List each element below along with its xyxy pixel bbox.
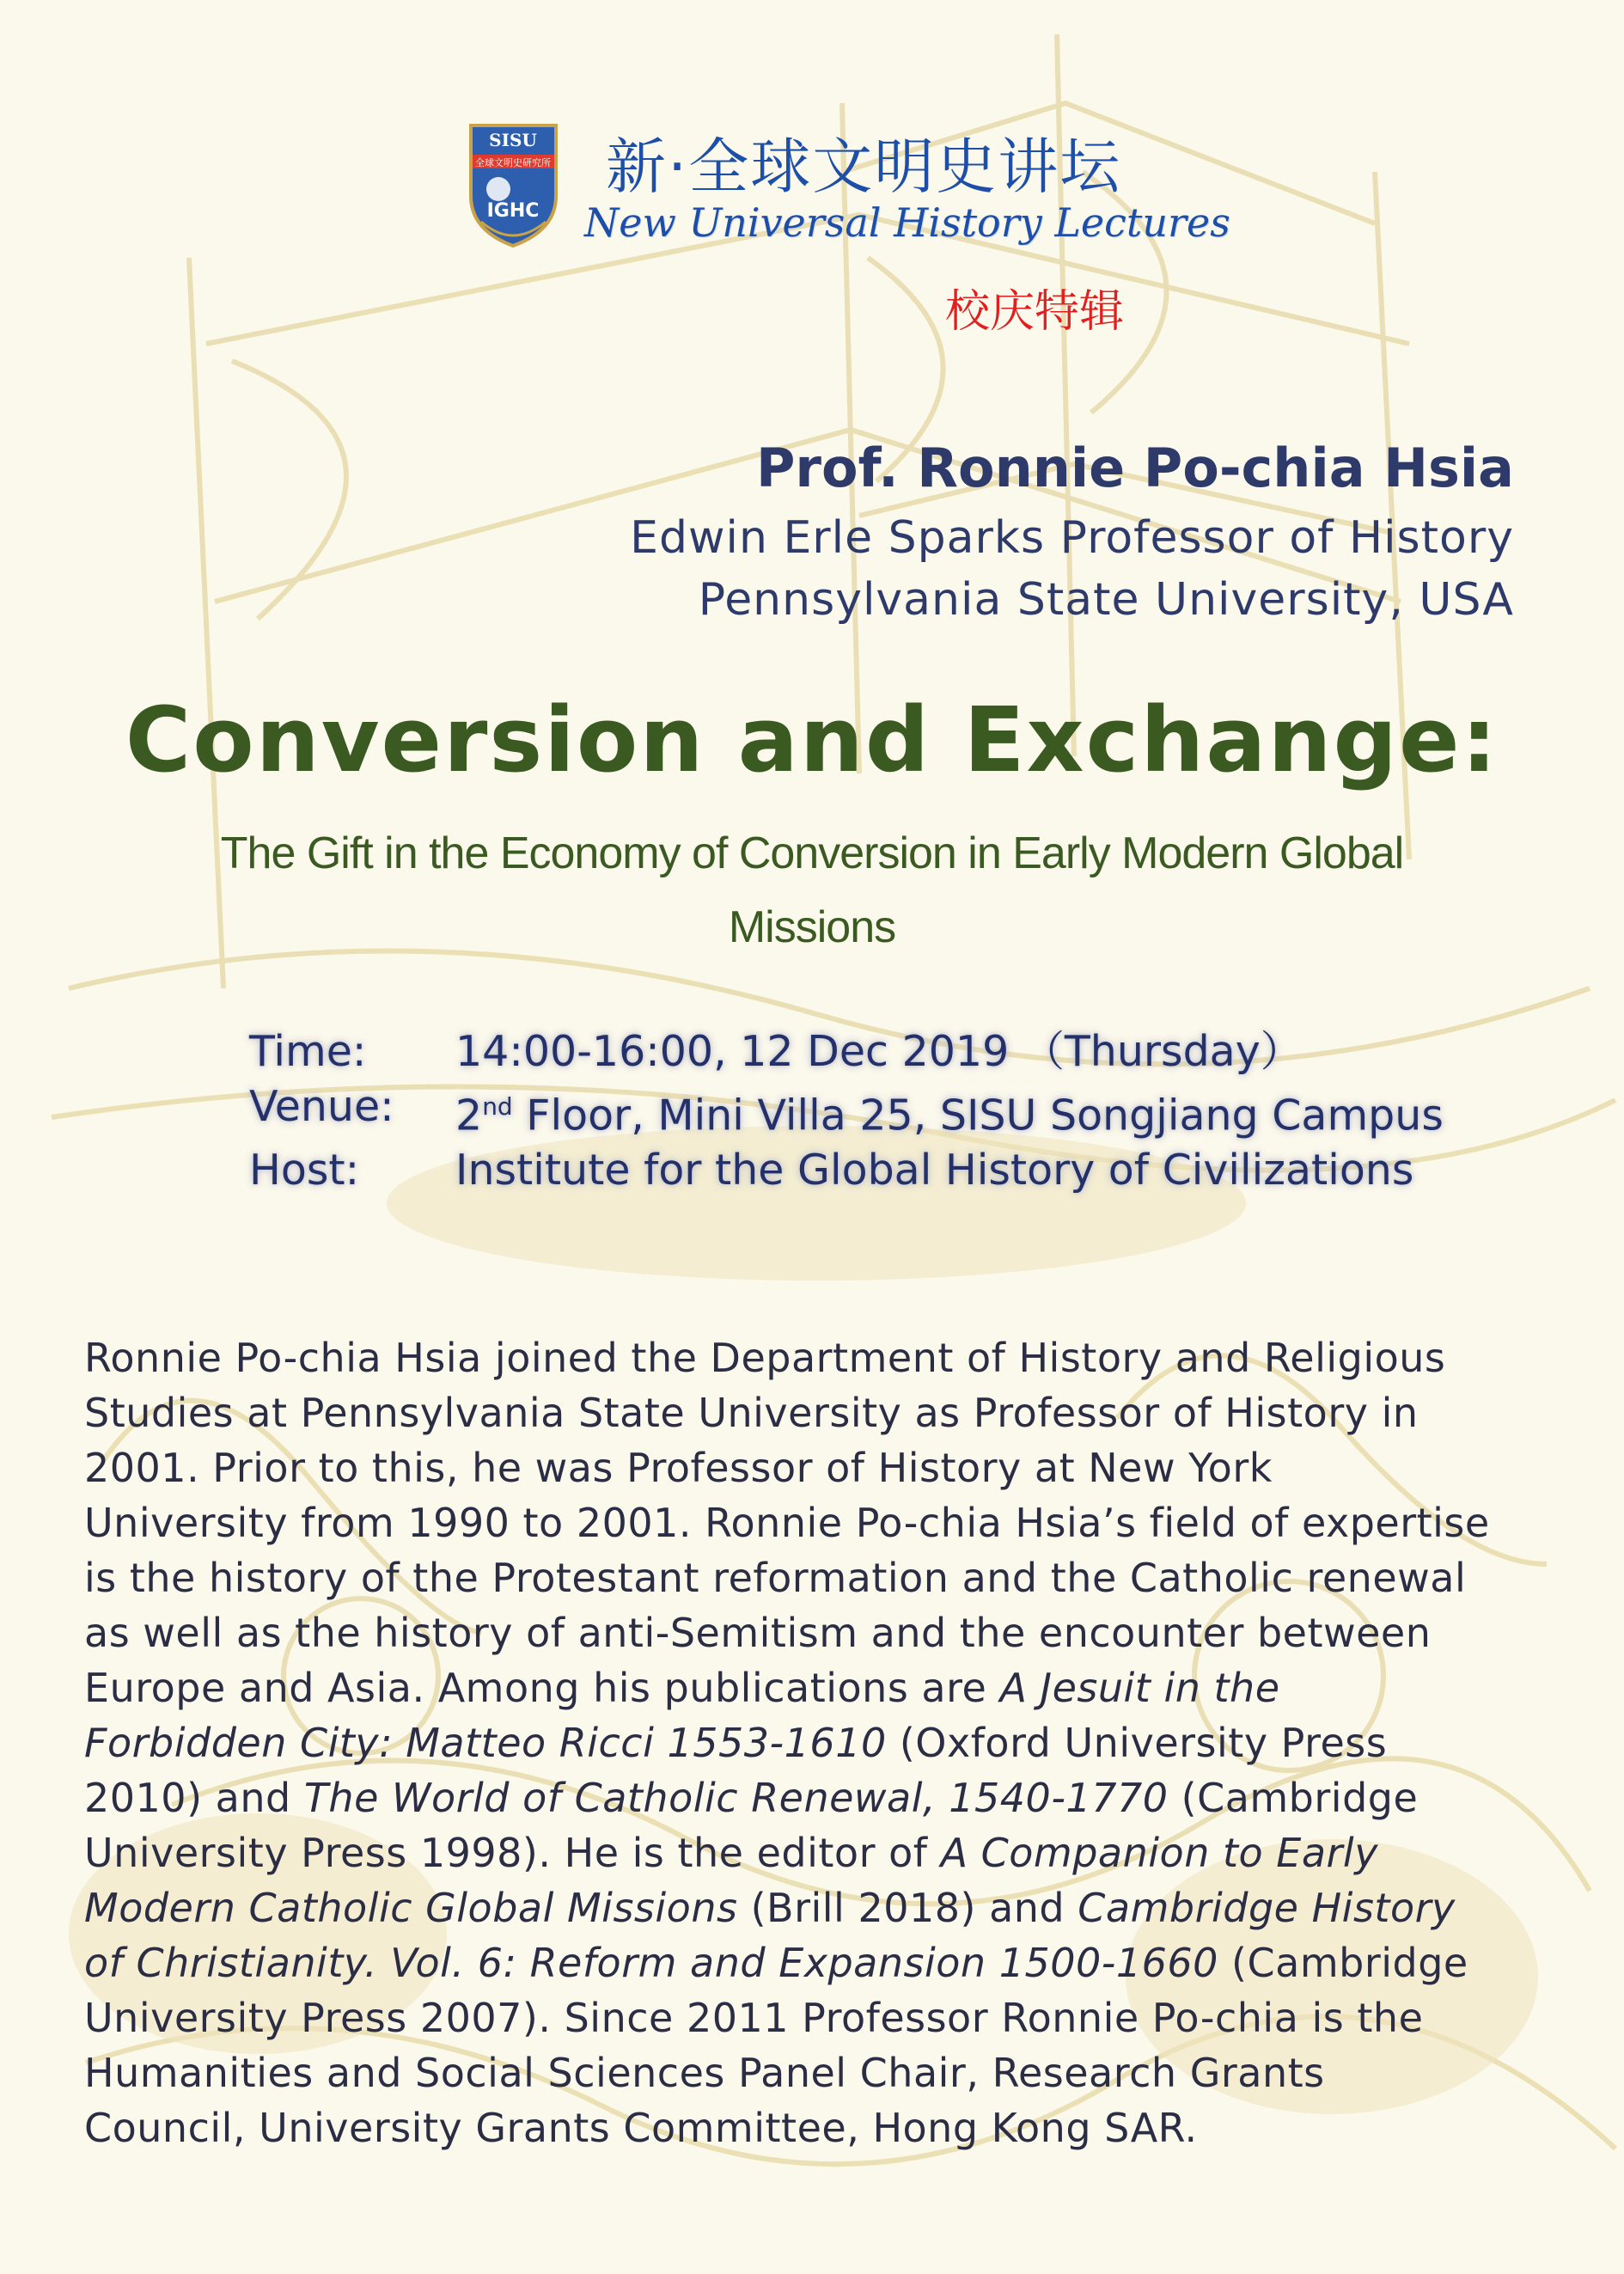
bio-text: (Brill 2018) and xyxy=(737,1885,1078,1931)
bio-line: Ronnie Po-chia Hsia joined the Department of History and Religious xyxy=(84,1335,1446,1381)
bio-text: (Oxford University Press xyxy=(886,1720,1388,1766)
bio-line xyxy=(84,1825,1562,1880)
host-row xyxy=(249,1143,1444,1198)
event-details xyxy=(249,1024,1444,1198)
venue-floor-number: 2 xyxy=(455,1091,483,1140)
bio-line: University Press 2007). Since 2011 Professor Ronnie Po-chia is the xyxy=(84,1995,1424,2041)
logo-band-text: 全球文明史研究所 xyxy=(475,157,551,168)
time-value: 14:00-16:00, 12 Dec 2019 （Thursday） xyxy=(455,1027,1303,1076)
bio-line xyxy=(84,1660,1562,1715)
bio-text: University Press 1998). He is the editor of xyxy=(84,1830,941,1876)
bio-line: Studies at Pennsylvania State University as Professor of History in xyxy=(84,1390,1419,1436)
sisu-ighc-logo xyxy=(464,120,563,249)
bio-line: Council, University Grants Committee, Hong Kong SAR. xyxy=(84,2105,1198,2151)
bio-book-title: The World of Catholic Renewal, 1540-1770 xyxy=(303,1775,1169,1821)
special-edition-cn: 校庆特辑 xyxy=(945,286,1125,338)
lecture-subtitle xyxy=(86,816,1538,964)
bio-book-title: A Jesuit in the xyxy=(999,1665,1280,1711)
lecture-subtitle-line1: The Gift in the Economy of Conversion in Early Modern Global xyxy=(220,828,1404,878)
bio-text: Europe and Asia. Among his publications are xyxy=(84,1665,1000,1711)
time-label: Time: xyxy=(249,1027,367,1076)
logo-center-text: IGHC xyxy=(486,200,540,222)
bio-line xyxy=(84,1715,1562,1770)
lecture-title: Conversion and Exchange: xyxy=(125,688,1499,792)
host-label: Host: xyxy=(249,1146,360,1195)
series-title-en: New Universal History Lectures xyxy=(584,199,1230,246)
speaker-position: Edwin Erle Sparks Professor of History xyxy=(630,512,1514,564)
venue-row xyxy=(249,1079,1444,1143)
bio-line xyxy=(84,1770,1562,1825)
bio-text: (Cambridge xyxy=(1168,1775,1419,1821)
speaker-name: Prof. Ronnie Po-chia Hsia xyxy=(755,437,1514,499)
venue-value xyxy=(455,1079,1444,1143)
venue-label: Venue: xyxy=(249,1082,394,1131)
venue-location: Floor, Mini Villa 25, SISU Songjiang Campus xyxy=(512,1091,1444,1140)
venue-floor-suffix: nd xyxy=(482,1092,513,1121)
lecture-subtitle-line2: Missions xyxy=(728,902,896,952)
bio-line xyxy=(84,1880,1562,1935)
series-title-cn: 新·全球文明史讲坛 xyxy=(606,131,1122,202)
speaker-affiliation: Pennsylvania State University, USA xyxy=(698,574,1514,626)
bio-book-title: A Companion to Early xyxy=(940,1830,1378,1876)
bio-book-title: Forbidden City: Matteo Ricci 1553-1610 xyxy=(84,1720,887,1766)
logo-top-text: SISU xyxy=(489,130,537,150)
host-value: Institute for the Global History of Civilizations xyxy=(455,1146,1414,1195)
speaker-biography xyxy=(84,1330,1562,2155)
bio-book-title: of Christianity. Vol. 6: Reform and Expansion 1500-1660 xyxy=(84,1940,1218,1986)
bio-line: as well as the history of anti-Semitism and the encounter between xyxy=(84,1610,1432,1656)
time-row xyxy=(249,1024,1444,1079)
speaker-block xyxy=(630,430,1514,631)
bio-line: 2001. Prior to this, he was Professor of History at New York xyxy=(84,1445,1273,1491)
bio-line: University from 1990 to 2001. Ronnie Po-chia Hsia’s field of expertise xyxy=(84,1500,1490,1546)
bio-line xyxy=(84,1935,1562,1990)
bio-line: Humanities and Social Sciences Panel Chair, Research Grants xyxy=(84,2050,1325,2096)
bio-book-title: Cambridge History xyxy=(1078,1885,1456,1931)
bio-text: 2010) and xyxy=(84,1775,304,1821)
bio-line: is the history of the Protestant reformation and the Catholic renewal xyxy=(84,1555,1467,1601)
bio-book-title: Modern Catholic Global Missions xyxy=(84,1885,738,1931)
bio-text: (Cambridge xyxy=(1218,1940,1468,1986)
